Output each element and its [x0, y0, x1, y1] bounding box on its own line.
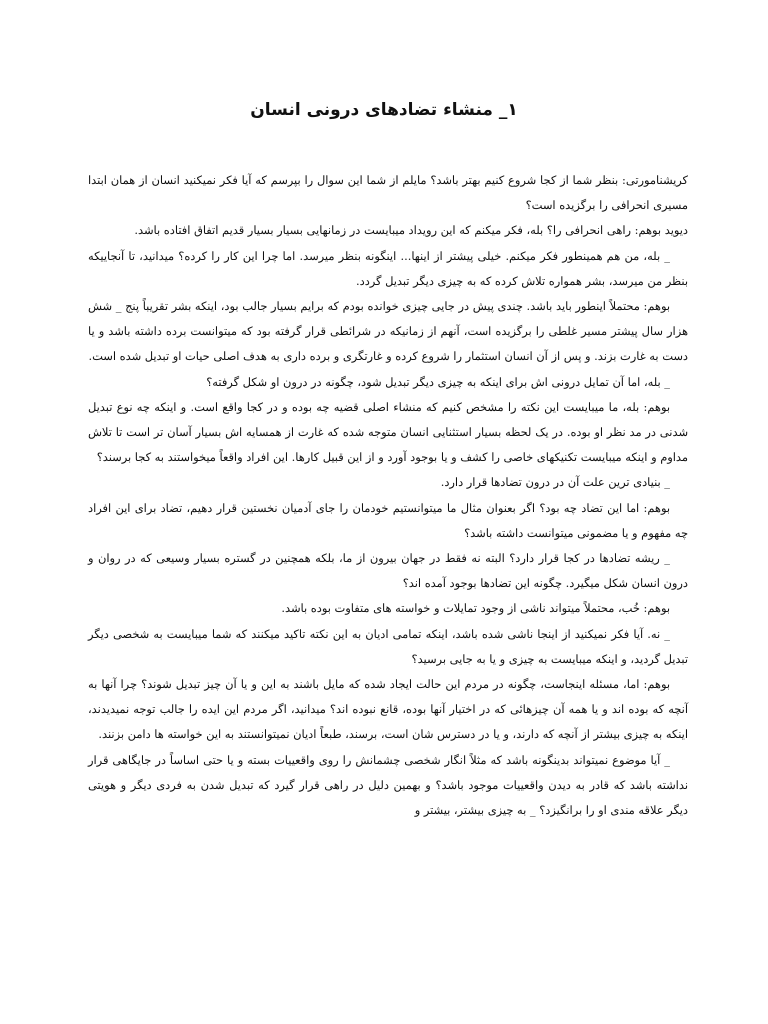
paragraph: _ بله، من هم همینطور فکر میکنم. خیلی پیشتر از اینها... اینگونه بنظر میرسد. اما چرا این کار را کرده؟ میدانید، تا آنجاییکه بنظر من میرسد، بشر همواره تلاش کرده که به چیزی دیگر تبدیل گردد.	[88, 248, 688, 288]
chapter-title: ۱_ منشاء تضادهای درونی انسان	[250, 100, 518, 120]
paragraph: _ بنیادی ترین علت آن در درون تضادها قرار دارد.	[440, 475, 670, 490]
paragraph: _ آیا موضوع نمیتواند بدینگونه باشد که مثلاً انگار شخصی چشمانش را روی واقعییات بسته و یا حتی اساساً در جایگاهی قرار نداشته باشد که قادر به دیدن واقعییات موجود باشد؟ و بهمین دلیل در راهی قرار گیرد که تبدیل شدن به فردی دیگر و هویتی دیگر علاقه مندی او را برانگیزد؟ _ به چیزی بیشتر، بیشتر و	[88, 752, 688, 818]
paragraph: _ بله، اما آن تمایل درونی اش برای اینکه به چیزی دیگر تبدیل شود، چگونه در درون او شکل گرفته؟	[206, 374, 670, 389]
paragraph: کریشنامورتی: بنظر شما از کجا شروع کنیم بهتر باشد؟ مایلم از شما این سوال را بپرسم که آیا فکر نمیکنید انسان از همان ابتدا مسیری انحرافی را برگزیده است؟	[88, 173, 688, 213]
paragraph: بوهم: محتملاً اینطور باید باشد. چندی پیش در جایی چیزی خوانده بودم که برایم بسیار جالب بود، اینکه بشر تقریباً پنج _ شش هزار سال پیشتر مسیر غلطی را برگزیده است، آنهم از زمانیکه در شرائطی قرار گرفته بود که میتوانست برده داشته باشد و یا دست به غارت بزند. و پس از آن انسان استثمار را شروع کرده و غارتگری و برده داری به هدف اصلی حیات او تبدیل شده است.	[88, 299, 688, 364]
paragraph: _ نه. آیا فکر نمیکنید از اینجا ناشی شده باشد، اینکه تمامی ادیان به این نکته تاکید میکنند که شما میبایست به شخصی دیگر تبدیل گردید، و اینکه میبایست به چیزی و یا به جایی برسید؟	[88, 626, 688, 666]
paragraph: بوهم: خُب، محتملاً میتواند ناشی از وجود تمایلات و خواسته های متفاوت بوده باشد.	[281, 601, 670, 616]
paragraph: بوهم: اما این تضاد چه بود؟ اگر بعنوان مثال ما میتوانستیم خودمان را جای آدمیان نخستین قرار دهیم، تضاد برای این افراد چه مفهوم و یا مضمونی میتوانست داشته باشد؟	[88, 500, 688, 540]
paragraph: بوهم: بله، ما میبایست این نکته را مشخص کنیم که منشاء اصلی قضیه چه بوده و در کجا واقع است. و اینکه چه نوع تبدیل شدنی در مد نظر او بوده. در یک لحظه بسیار استثنایی انسان متوجه شده که غارت از همسایه اش بسیار آسان تر است تا تلاش مداوم و اینکه میبایست تکنیکهای خاصی را کشف و یا بوجود آورد و از این قبیل کارها. این افراد واقعاً میخواستند به کجا برسند؟	[88, 399, 688, 465]
paragraph: دیوید بوهم: راهی انحرافی را؟ بله، فکر میکنم که این رویداد میبایست در زمانهایی بسیار بسیار قدیم اتفاق افتاده باشد.	[134, 223, 688, 238]
paragraph: _ ریشه تضادها در کجا قرار دارد؟ البته نه فقط در جهان بیرون از ما، بلکه همچنین در گستره بسیار وسیعی که در روان و درون انسان شکل میگیرد. چگونه این تضادها بوجود آمده اند؟	[88, 551, 688, 591]
paragraph: بوهم: اما، مسئله اینجاست، چگونه در مردم این حالت ایجاد شده که مایل باشند به این و یا آن چیز تبدیل شوند؟ چرا آنها به آنچه که بوده اند و یا همه آن چیزهائی که در اختیار آنها بوده، قانع نبوده اند؟ میدانید، اگر مردم این ایده را جالب توجه نمیدیدند، اینکه به چیزی بیشتر از آنچه که دارند، و یا در دسترس شان است، برسند، طبعاً ادیان نمیتوانستند به این خواسته ها دامن بزنند.	[88, 677, 688, 742]
document-body	[88, 168, 688, 823]
